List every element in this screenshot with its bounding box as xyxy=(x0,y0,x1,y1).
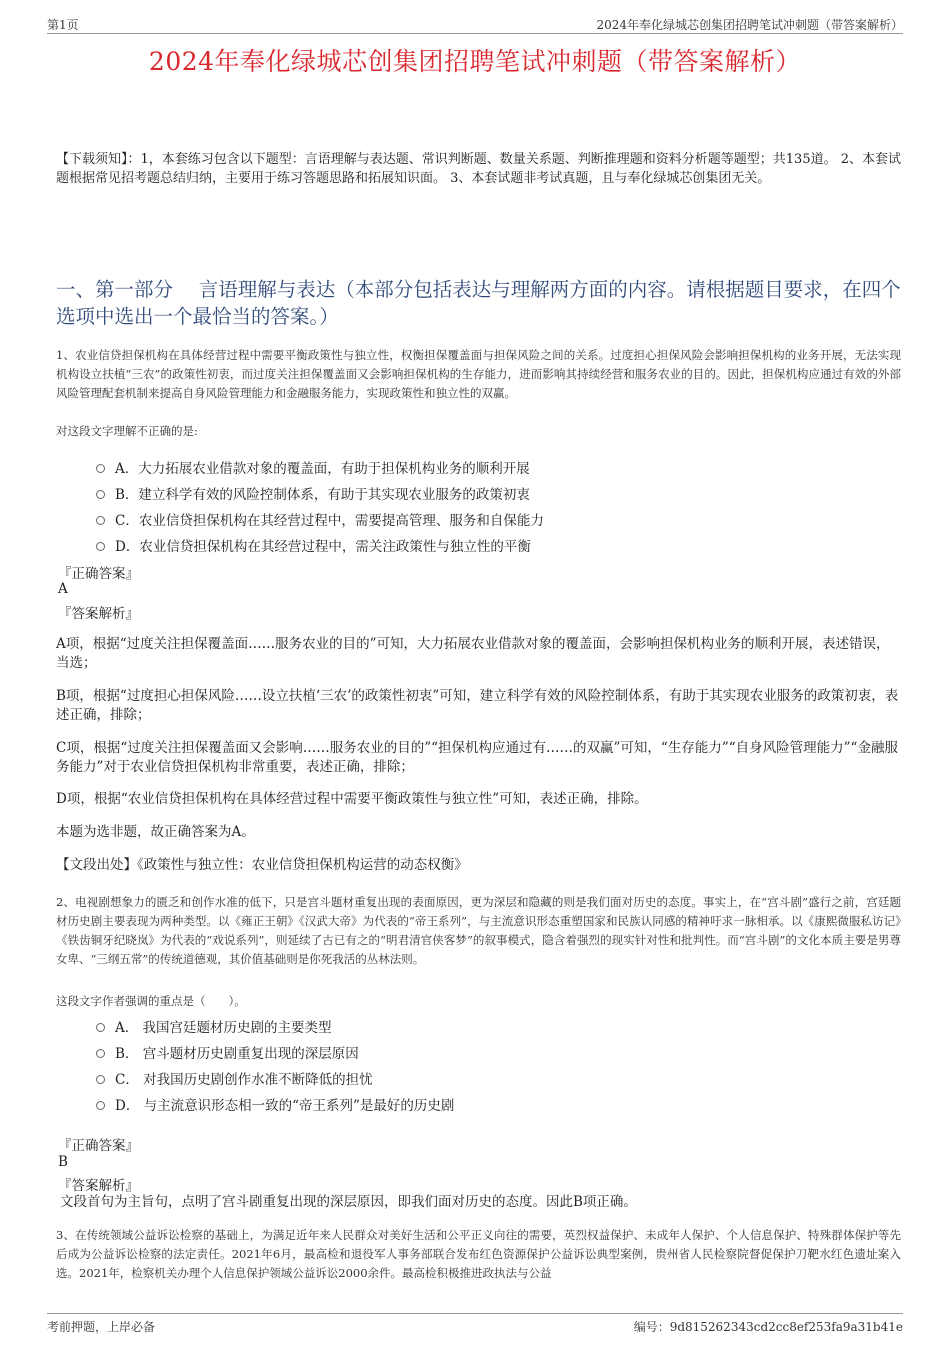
answer-value: B xyxy=(58,1154,68,1170)
question-1-option-b[interactable] xyxy=(96,483,530,503)
question-2-option-c[interactable] xyxy=(96,1068,373,1088)
analysis-a: A项，根据“过度关注担保覆盖面……服务农业的目的”可知，大力拓展农业借款对象的覆盖面，会影响担保机构业务的顺利开展，表述错误，当选； xyxy=(56,636,890,671)
question-1-stem: 1、农业信贷担保机构在具体经营过程中需要平衡政策性与独立性，权衡担保覆盖面与担保风险之间的关系。过度担心担保风险会影响担保机构的业务开展，无法实现机构设立扶植“三农”的政策性初衷，而过度关注担保覆盖面又会影响担保机构的生存能力，进而影响其持续经营和服务农业的目的。因此，担保机构应通过有效的外部风险管理配套机制来提高自身风险管理能力和金融服务能力，实现政策性和独立性的双赢。 xyxy=(56,348,901,400)
question-1-option-d[interactable] xyxy=(96,535,531,555)
question-2-analysis: 文段首句为主旨句，点明了宫斗剧重复出现的深层原因，即我们面对历史的态度。因此B项正确。 xyxy=(60,1194,637,1210)
question-2-stem: 2、电视剧想象力的匮乏和创作水准的低下，只是宫斗题材重复出现的表面原因，更为深层和隐藏的则是我们面对历史的态度。事实上，在“宫斗剧”盛行之前，宫廷题材历史剧主要表现为两种类型。以《雍正王朝》《汉武大帝》为代表的“帝王系列”，与主流意识形态重塑国家和民族认同感的精神吁求一脉相承。以《康熙微服私访记》《铁齿铜牙纪晓岚》为代表的“戏说系列”，则延续了古已有之的“明君清官侠客梦”的叙事模式，隐含着强烈的现实针对性和批判性。而“宫斗剧”的文化本质主要是男尊女卑、“三纲五常”的传统道德观，其价值基础则是你死我活的丛林法则。 xyxy=(56,895,901,966)
analysis-label: 『答案解析』 xyxy=(58,1178,139,1194)
radio-icon[interactable] xyxy=(96,490,105,499)
option-label: B． 宫斗题材历史剧重复出现的深层原因 xyxy=(115,1046,359,1062)
footer-id: 编号：9d815262343cd2cc8ef253fa9a31b41e xyxy=(633,1320,903,1334)
option-label: D．农业信贷担保机构在其经营过程中，需关注政策性与独立性的平衡 xyxy=(115,539,531,555)
answer-value: A xyxy=(58,581,68,597)
radio-icon[interactable] xyxy=(96,1075,105,1084)
option-label: C． 对我国历史剧创作水准不断降低的担忧 xyxy=(115,1072,373,1088)
answer-label: 『正确答案』 xyxy=(58,566,139,582)
header-doc-title: 2024年奉化绿城芯创集团招聘笔试冲刺题（带答案解析） xyxy=(596,18,903,32)
question-1-prompt: 对这段文字理解不正确的是: xyxy=(56,424,198,438)
download-notice: 【下载须知】：1，本套练习包含以下题型：言语理解与表达题、常识判断题、数量关系题、判断推理题和资料分析题等题型；共135道。 2、本套试题根据常见招考题总结归纳，主要用于练习答题思路和拓展知识面。 3、本套试题非考试真题，且与奉化绿城芯创集团无关。 xyxy=(56,152,901,186)
option-label: C．农业信贷担保机构在其经营过程中，需要提高管理、服务和自保能力 xyxy=(115,513,544,529)
page-header xyxy=(47,12,903,34)
question-1-option-a[interactable] xyxy=(96,457,530,477)
source-citation: 【文段出处】《政策性与独立性：农业信贷担保机构运营的动态权衡》 xyxy=(56,857,468,873)
footer-slogan: 考前押题，上岸必备 xyxy=(47,1320,156,1334)
analysis-d: D项，根据“农业信贷担保机构在具体经营过程中需要平衡政策性与独立性”可知，表述正确，排除。 xyxy=(56,791,648,807)
question-2-option-b[interactable] xyxy=(96,1042,359,1062)
radio-icon[interactable] xyxy=(96,464,105,473)
answer-label: 『正确答案』 xyxy=(58,1138,139,1154)
analysis-b: B项，根据“过度担心担保风险……设立扶植‘三农’的政策性初衷”可知，建立科学有效的风险控制体系，有助于其实现农业服务的政策初衷，表述正确，排除； xyxy=(56,688,899,723)
radio-icon[interactable] xyxy=(96,1101,105,1110)
section-title: 一、第一部分 言语理解与表达（本部分包括表达与理解两方面的内容。请根据题目要求，在四个选项中选出一个最恰当的答案。） xyxy=(56,278,901,328)
analysis-c: C项，根据“过度关注担保覆盖面又会影响……服务农业的目的”“担保机构应通过有……的双赢”可知，“生存能力”“自身风险管理能力”“金融服务能力”对于农业信贷担保机构非常重要，表述正确，排除； xyxy=(56,740,898,775)
question-1-option-c[interactable] xyxy=(96,509,544,529)
question-2-option-a[interactable] xyxy=(96,1016,332,1036)
document-title: 2024年奉化绿城芯创集团招聘笔试冲刺题（带答案解析） xyxy=(148,47,802,76)
page-number: 第1页 xyxy=(47,18,79,32)
analysis-label: 『答案解析』 xyxy=(58,606,139,622)
question-2-prompt: 这段文字作者强调的重点是（ ）。 xyxy=(56,994,246,1008)
radio-icon[interactable] xyxy=(96,1049,105,1058)
radio-icon[interactable] xyxy=(96,1023,105,1032)
question-3-stem: 3、在传统领域公益诉讼检察的基础上，为满足近年来人民群众对美好生活和公平正义向往的需要，英烈权益保护、未成年人保护、个人信息保护、特殊群体保护等先后成为公益诉讼检察的法定责任。2021年6月，最高检和退役军人事务部联合发布红色资源保护公益诉讼典型案例，贵州省人民检察院督促保护刀靶水红色遗址案入选。2021年，检察机关办理个人信息保护领域公益诉讼2000余件。最高检积极推进政执法与公益 xyxy=(56,1228,901,1280)
option-label: A．大力拓展农业借款对象的覆盖面，有助于担保机构业务的顺利开展 xyxy=(115,461,530,477)
page-footer xyxy=(47,1313,903,1335)
radio-icon[interactable] xyxy=(96,516,105,525)
option-label: A． 我国宫廷题材历史剧的主要类型 xyxy=(115,1020,332,1036)
radio-icon[interactable] xyxy=(96,542,105,551)
option-label: B．建立科学有效的风险控制体系，有助于其实现农业服务的政策初衷 xyxy=(115,487,530,503)
analysis-conclusion: 本题为选非题，故正确答案为A。 xyxy=(56,824,255,840)
option-label: D． 与主流意识形态相一致的“帝王系列”是最好的历史剧 xyxy=(115,1098,455,1114)
question-2-option-d[interactable] xyxy=(96,1094,454,1114)
